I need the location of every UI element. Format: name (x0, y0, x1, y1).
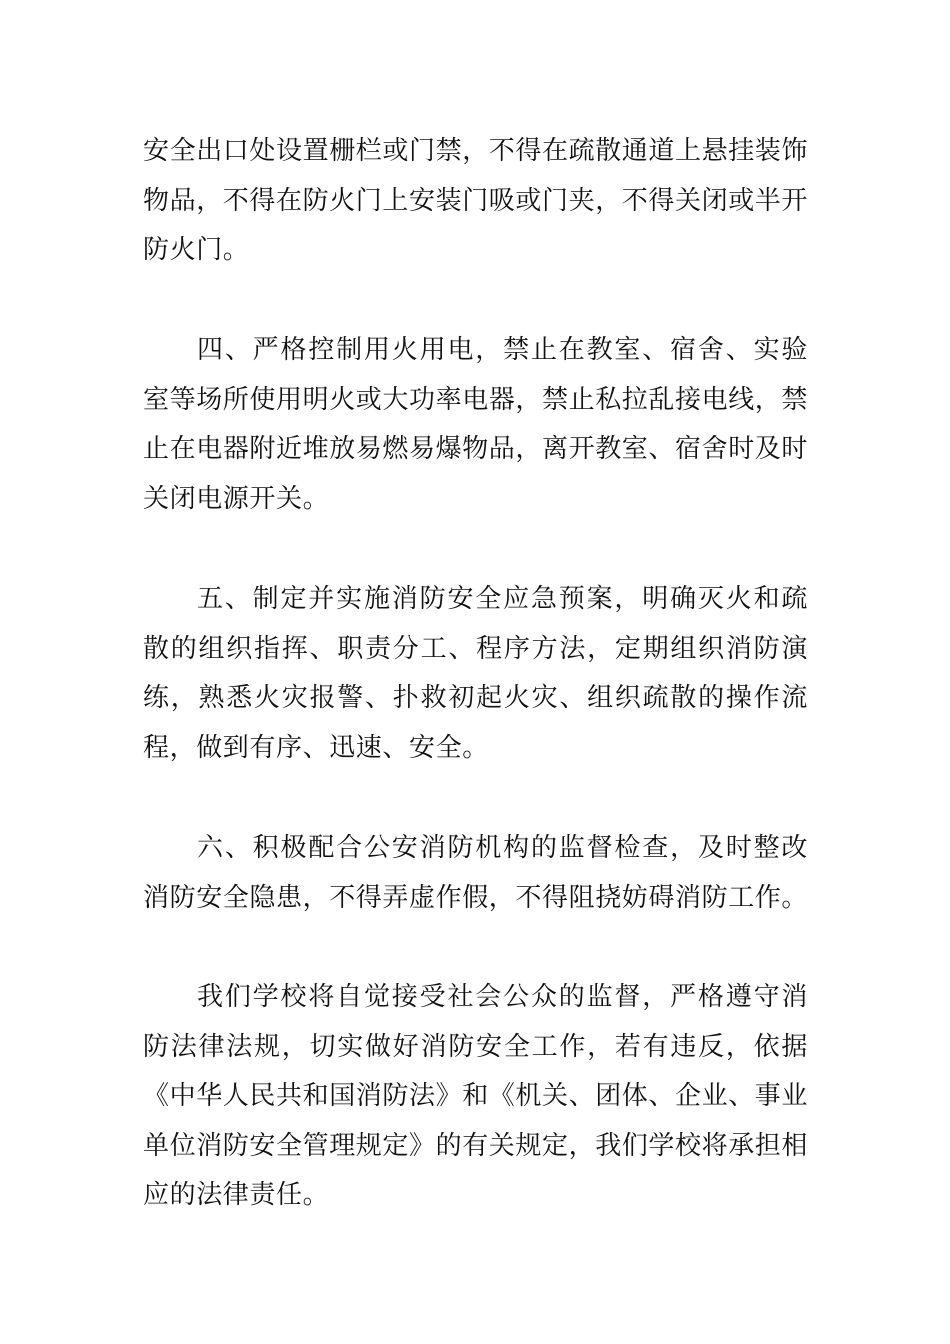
paragraph-item-4: 四、严格控制用火用电，禁止在教室、宿舍、实验室等场所使用明火或大功率电器，禁止私拉乱接电线，禁止在电器附近堆放易燃易爆物品，离开教室、宿舍时及时关闭电源开关。 (143, 335, 809, 514)
paragraph-item-6: 六、积极配合公安消防机构的监督检查，及时整改消防安全隐患，不得弄虚作假，不得阻挠妨碍消防工作。 (143, 833, 809, 913)
paragraph-item-5: 五、制定并实施消防安全应急预案，明确灭火和疏散的组织指挥、职责分工、程序方法，定期组织消防演练，熟悉火灾报警、扑救初起火灾、组织疏散的操作流程，做到有序、迅速、安全。 (143, 584, 808, 763)
paragraph-continuation: 安全出口处设置栅栏或门禁，不得在疏散通道上悬挂装饰物品，不得在防火门上安装门吸或门夹，不得关闭或半开防火门。 (143, 136, 809, 265)
paragraph-closing-statement: 我们学校将自觉接受社会公众的监督，严格遵守消防法律法规，切实做好消防安全工作，若有违反，依据《中华人民共和国消防法》和《机关、团体、企业、事业单位消防安全管理规定》的有关规定，我们学校将承担相应的法律责任。 (143, 982, 809, 1210)
